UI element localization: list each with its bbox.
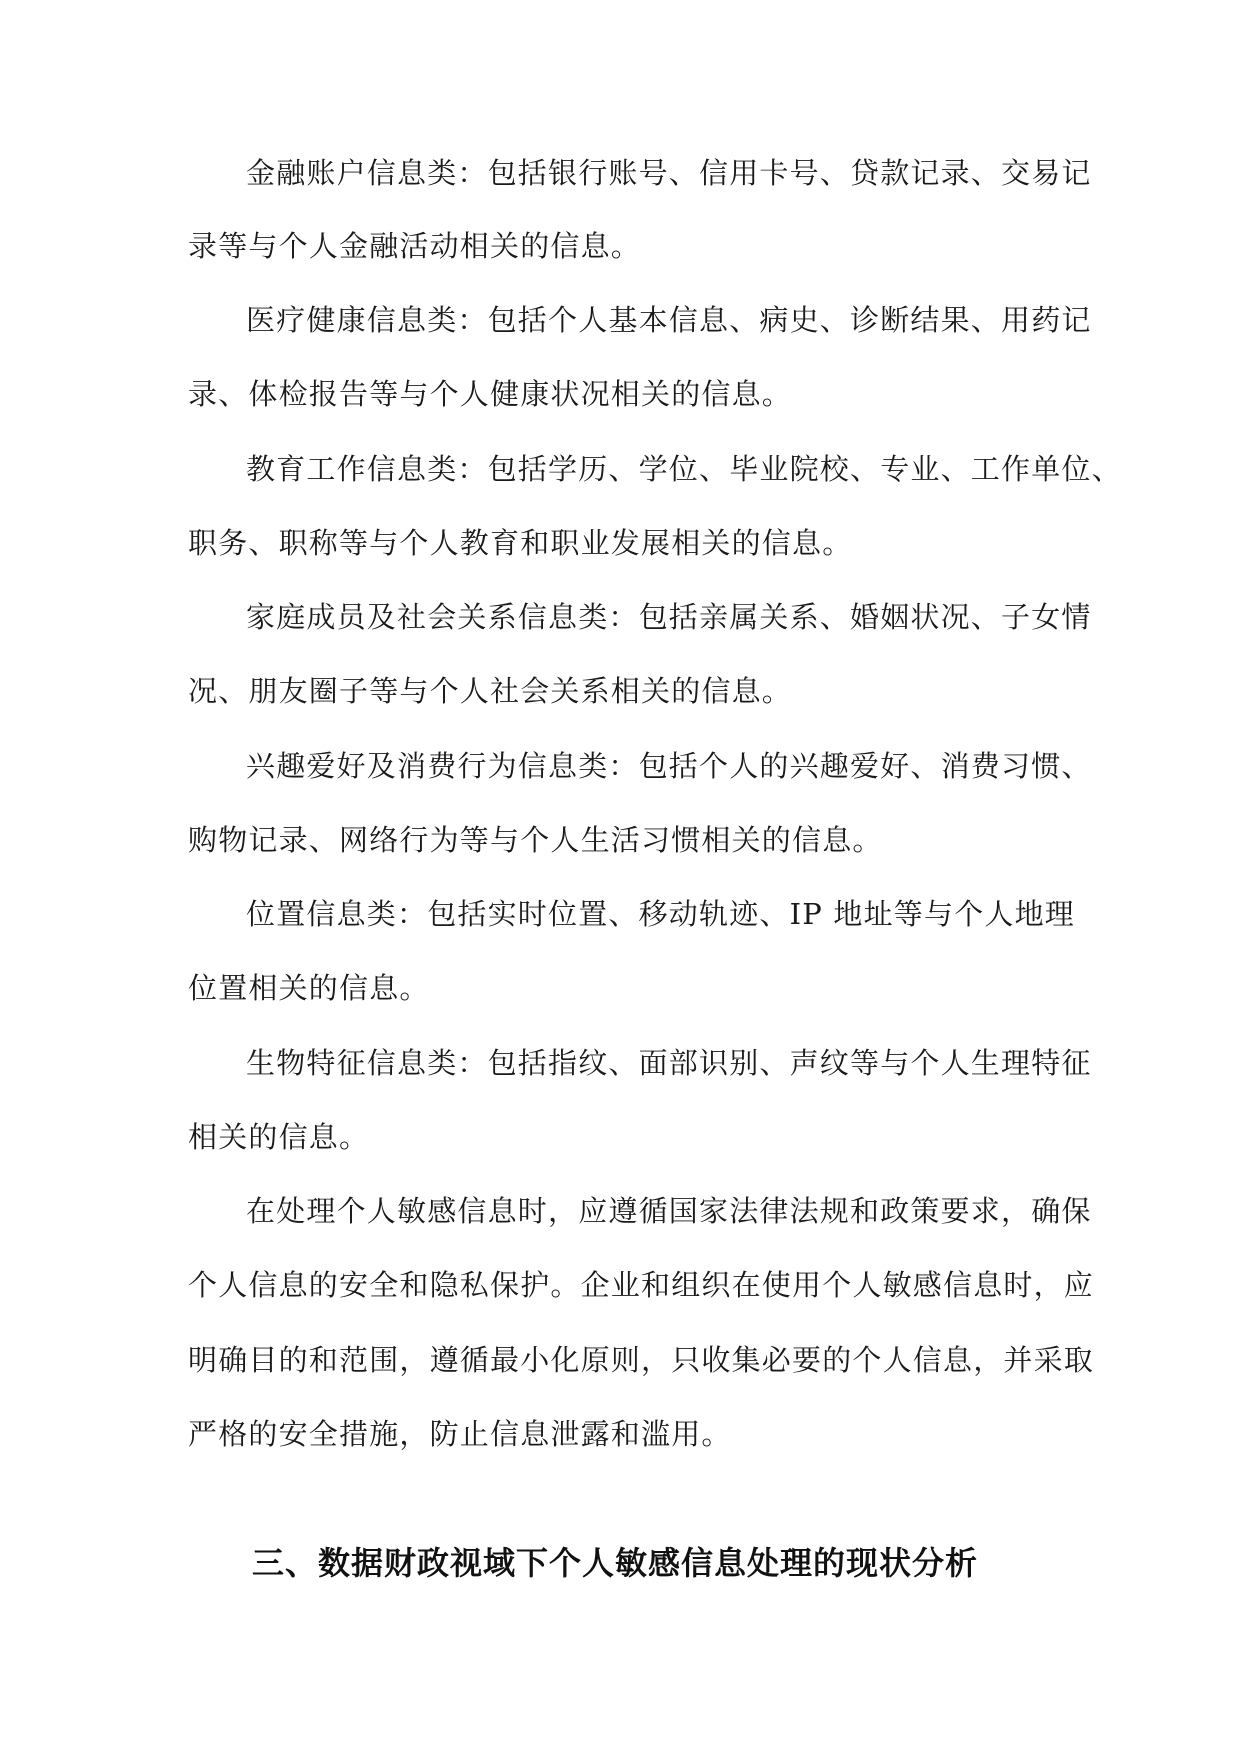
financial-account-paragraph-line-2: 录等与个人金融活动相关的信息。	[188, 229, 642, 263]
biometric-paragraph-line-1: 生物特征信息类：包括指纹、面部识别、声纹等与个人生理特征	[246, 1046, 1092, 1080]
handling-paragraph-line-2: 个人信息的安全和隐私保护。企业和组织在使用个人敏感信息时，应	[188, 1268, 1095, 1302]
medical-health-paragraph-line-1: 医疗健康信息类：包括个人基本信息、病史、诊断结果、用药记	[246, 303, 1092, 337]
handling-paragraph-line-3: 明确目的和范围，遵循最小化原则，只收集必要的个人信息，并采取	[188, 1343, 1095, 1377]
handling-paragraph-line-4: 严格的安全措施，防止信息泄露和滥用。	[188, 1417, 732, 1451]
handling-paragraph-line-1: 在处理个人敏感信息时，应遵循国家法律法规和政策要求，确保	[246, 1194, 1092, 1228]
interest-consumption-paragraph-line-1: 兴趣爱好及消费行为信息类：包括个人的兴趣爱好、消费习惯、	[246, 749, 1092, 783]
medical-health-paragraph-line-2: 录、体检报告等与个人健康状况相关的信息。	[188, 377, 793, 411]
section-heading: 三、数据财政视域下个人敏感信息处理的现状分析	[252, 1544, 979, 1582]
location-paragraph-line-1: 位置信息类：包括实时位置、移动轨迹、IP 地址等与个人地理	[246, 897, 1075, 931]
family-social-paragraph-line-2: 况、朋友圈子等与个人社会关系相关的信息。	[188, 674, 793, 708]
financial-account-paragraph-line-1: 金融账户信息类：包括银行账号、信用卡号、贷款记录、交易记	[246, 156, 1092, 190]
interest-consumption-paragraph-line-2: 购物记录、网络行为等与个人生活习惯相关的信息。	[188, 823, 883, 857]
location-paragraph-line-2: 位置相关的信息。	[188, 971, 430, 1005]
biometric-paragraph-line-2: 相关的信息。	[188, 1120, 370, 1154]
education-work-paragraph-line-1: 教育工作信息类：包括学历、学位、毕业院校、专业、工作单位、	[246, 452, 1122, 486]
education-work-paragraph-line-2: 职务、职称等与个人教育和职业发展相关的信息。	[188, 526, 853, 560]
family-social-paragraph-line-1: 家庭成员及社会关系信息类：包括亲属关系、婚姻状况、子女情	[246, 600, 1092, 634]
